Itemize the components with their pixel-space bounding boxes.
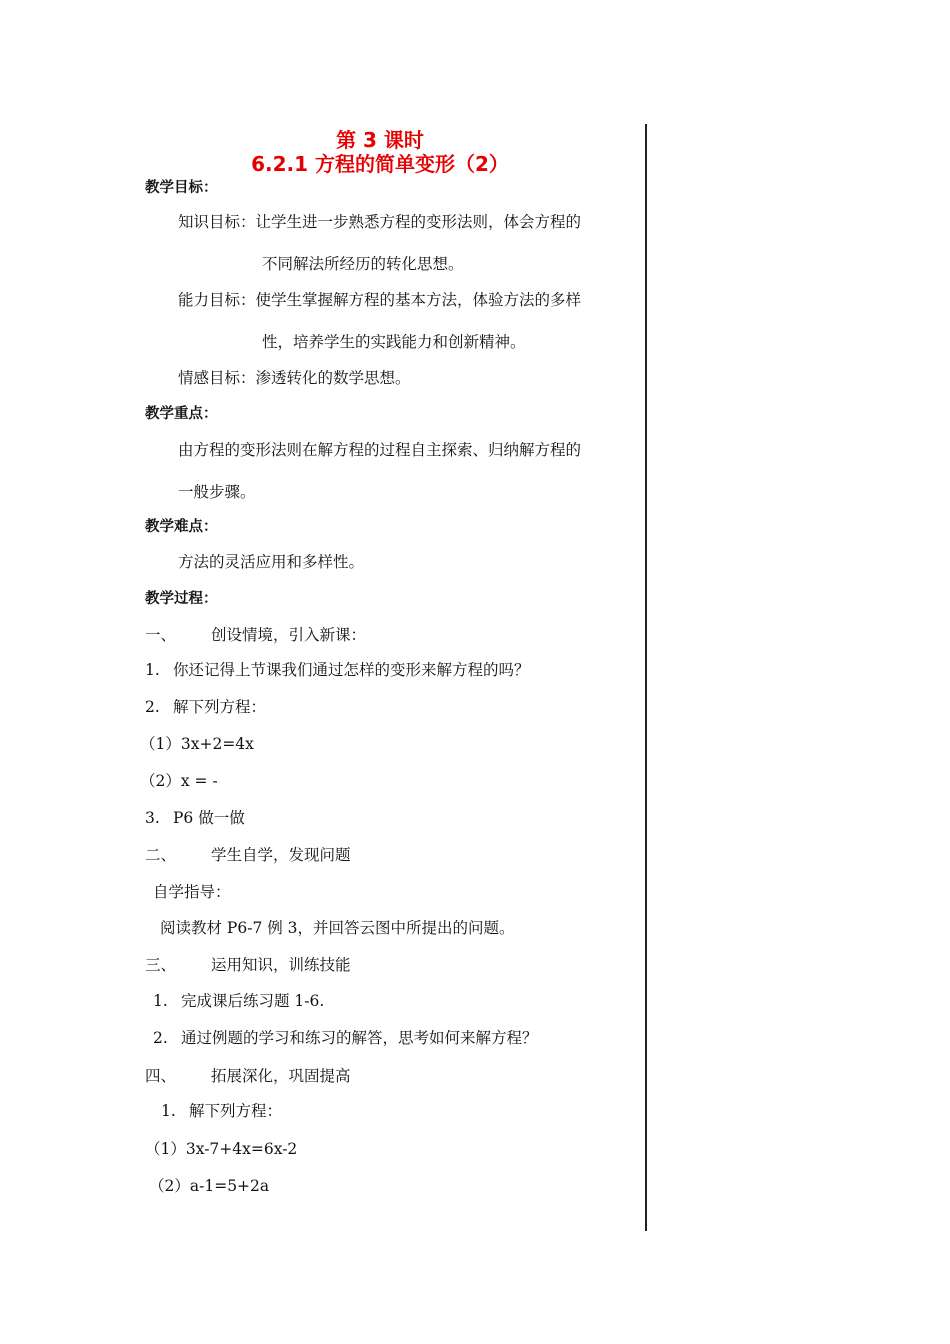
section-3-number: 三、	[145, 956, 177, 974]
margin-rule	[645, 124, 647, 1231]
ability-text-1: 使学生掌握解方程的基本方法，体验方法的多样	[255, 291, 582, 309]
s1-equation-1: （1）3x+2=4x	[140, 735, 254, 753]
section-2-title: 学生自学，发现问题	[211, 846, 351, 864]
difficulties-text: 方法的灵活应用和多样性。	[178, 553, 365, 571]
lesson-number: 第 3 课时	[336, 128, 424, 152]
s4-equation-1: （1）3x-7+4x=6x-2	[145, 1140, 298, 1158]
emotion-text: 渗透转化的数学思想。	[255, 369, 411, 387]
objectives-heading: 教学目标：	[145, 180, 218, 196]
key-points-text-1: 由方程的变形法则在解方程的过程自主探索、归纳解方程的	[178, 441, 582, 459]
knowledge-label: 知识目标：	[178, 213, 256, 231]
s4-equation-2: （2）a-1=5+2a	[149, 1177, 270, 1195]
s2-text: 阅读教材 P6-7 例 3，并回答云图中所提出的问题。	[160, 919, 515, 937]
lesson-title: 6.2.1 方程的简单变形（2）	[251, 152, 509, 176]
s2-guide: 自学指导：	[153, 883, 231, 901]
s1-item-1: 1. 你还记得上节课我们通过怎样的变形来解方程的吗？	[145, 661, 530, 679]
s1-item-2: 2. 解下列方程：	[145, 698, 267, 716]
s1-item-3: 3. P6 做一做	[145, 809, 245, 827]
ability-label: 能力目标：	[178, 291, 256, 309]
key-points-text-2: 一般步骤。	[178, 483, 256, 501]
section-2	[145, 845, 351, 865]
ability-text-2: 性，培养学生的实践能力和创新精神。	[262, 333, 526, 351]
s4-item-1: 1. 解下列方程：	[161, 1102, 283, 1120]
process-heading: 教学过程：	[145, 591, 218, 607]
ability-objective	[178, 290, 581, 310]
s3-item-1: 1. 完成课后练习题 1-6.	[153, 992, 325, 1010]
knowledge-text-2: 不同解法所经历的转化思想。	[262, 255, 464, 273]
section-1-number: 一、	[145, 626, 177, 644]
s1-equation-2: （2）x = -	[140, 772, 218, 790]
s3-item-2: 2. 通过例题的学习和练习的解答，思考如何来解方程？	[153, 1029, 538, 1047]
knowledge-text-1: 让学生进一步熟悉方程的变形法则，体会方程的	[255, 213, 582, 231]
key-points-heading: 教学重点：	[145, 406, 218, 422]
emotion-objective	[178, 368, 411, 388]
knowledge-objective	[178, 212, 581, 232]
section-4-number: 四、	[145, 1067, 177, 1085]
section-2-number: 二、	[145, 846, 177, 864]
difficulties-heading: 教学难点：	[145, 519, 218, 535]
section-4	[145, 1066, 351, 1086]
section-4-title: 拓展深化，巩固提高	[211, 1067, 351, 1085]
section-3	[145, 955, 351, 975]
section-1	[145, 625, 366, 645]
section-1-title: 创设情境，引入新课：	[211, 626, 367, 644]
section-3-title: 运用知识，训练技能	[211, 956, 351, 974]
emotion-label: 情感目标：	[178, 369, 256, 387]
